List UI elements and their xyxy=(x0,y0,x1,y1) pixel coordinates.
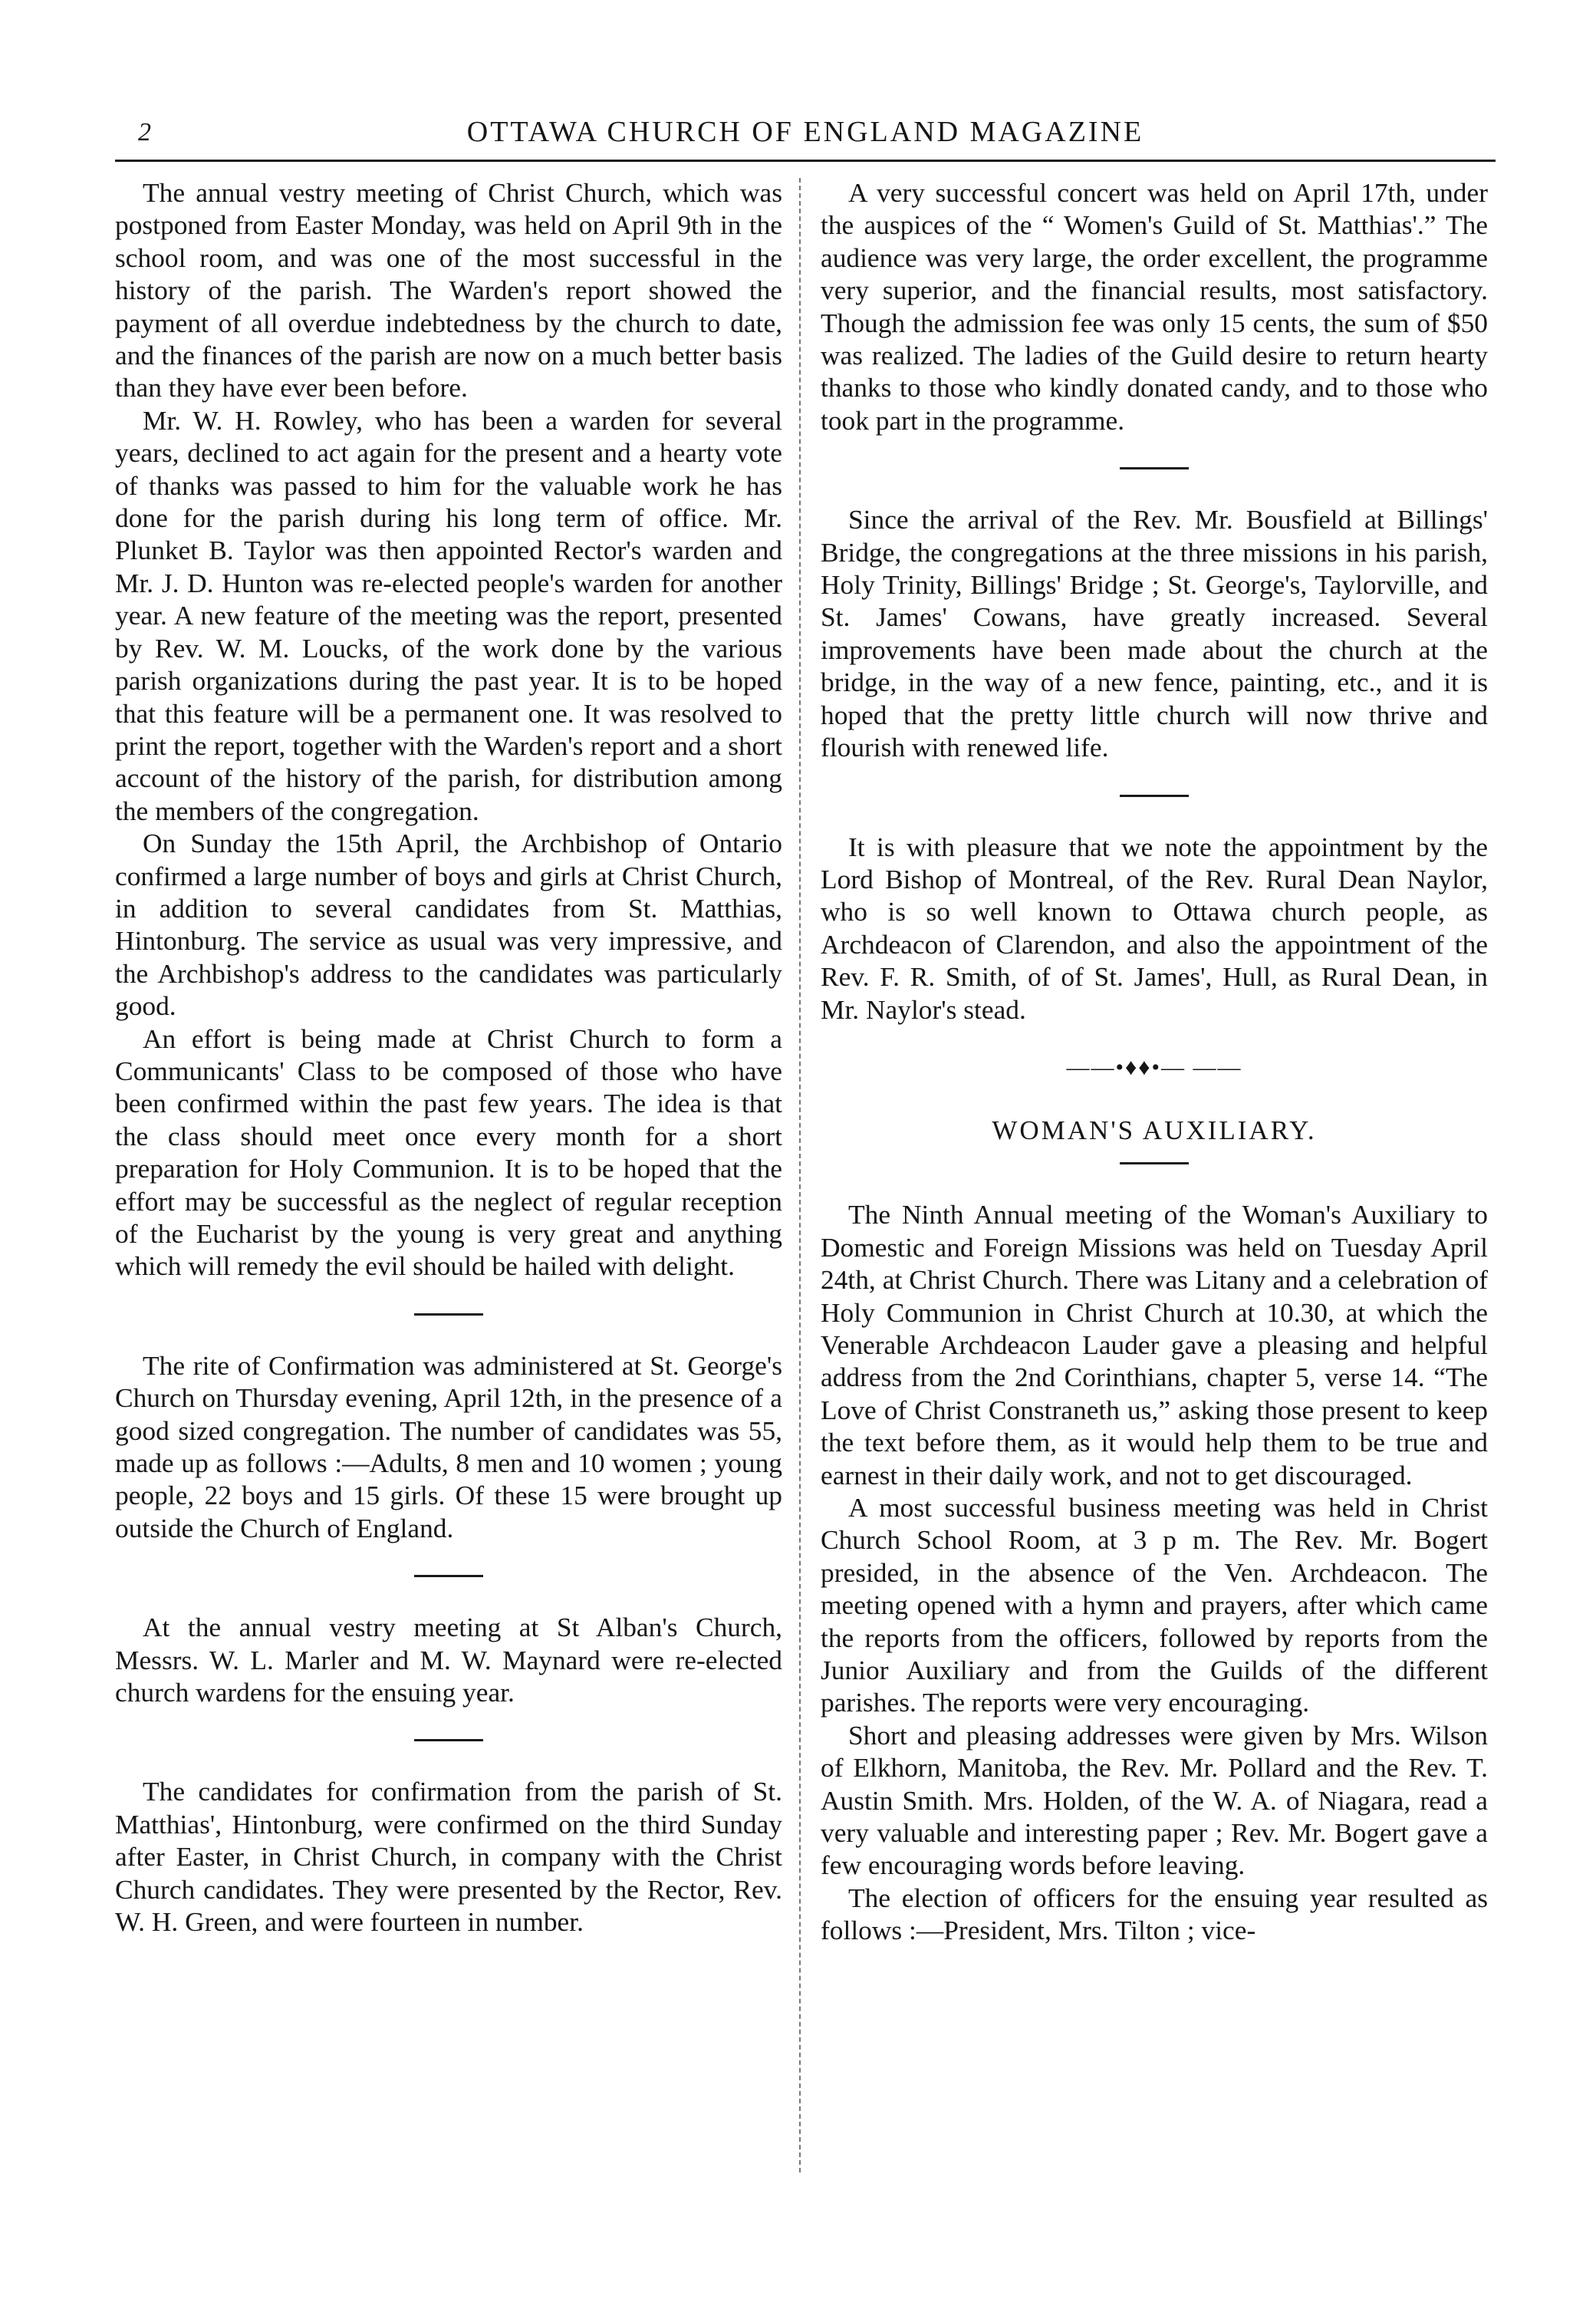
article-bousfield: Since the arrival of the Rev. Mr. Bousfield at Billings' Bridge, the congregations at the three missions in his parish, Holy Trinity, Billings' Bridge ; St. George's, Taylorville, and St. James' Cowans, have greatly increased. Several improvements have been made about the church at the bridge, in the way of a new fence, painting, etc., and it is hoped that the pretty little church will now thrive and flourish with renewed life. xyxy=(821,504,1488,763)
paragraph: The election of officers for the ensuing year resulted as follows :—President, Mrs. Tilton ; vice- xyxy=(821,1882,1488,1946)
paragraph: The annual vestry meeting of Christ Church, which was postponed from Easter Monday, was held on April 9th in the school room, and was one of the most successful in the history of the parish. The Warden's report showed the payment of all overdue indebtedness by the church to date, and the finances of the parish are now on a much better basis than they have ever been before. xyxy=(115,177,782,403)
header-rule xyxy=(115,160,1496,162)
article-concert: A very successful concert was held on April 17th, under the auspices of the “ Women's Guild of St. Matthias'.” The audience was very large, the order excellent, the programme very superior, and the financial results, most satisfactory. Though the admission fee was only 15 cents, the sum of $50 was realized. The ladies of the Guild desire to return hearty thanks to those who kindly donated candy, and to those who took part in the programme. xyxy=(821,177,1488,436)
section-separator xyxy=(1120,467,1189,469)
section-separator xyxy=(414,1575,483,1577)
paragraph: On Sunday the 15th April, the Archbishop of Ontario confirmed a large number of boys and girls at Christ Church, in addition to several candidates from St. Matthias, Hintonburg. The service as usual was very impressive, and the Archbishop's address to the candidates was particularly good. xyxy=(115,828,782,1022)
paragraph: Mr. W. H. Rowley, who has been a warden for several years, declined to act again for the present and a hearty vote of thanks was passed to him for the valuable work he has done for the parish during his long term of office. Mr. Plunket B. Taylor was then appointed Rector's warden and Mr. J. D. Hunton was re-elected people's warden for another year. A new feature of the meeting was the report, presented by Rev. W. M. Loucks, of the work done by the various parish organizations during the past year. It is to be hoped that this feature will be a permanent one. It was resolved to print the report, together with the Warden's report and a short account of the history of the parish, for distribution among the members of the congregation. xyxy=(115,404,782,826)
running-title: OTTAWA CHURCH OF ENGLAND MAGAZINE xyxy=(466,116,1144,148)
left-column xyxy=(115,176,782,1938)
article-st-georges-confirmation: The rite of Confirmation was administered at St. George's Church on Thursday evening, April 12th, in the presence of a good sized congregation. The number of candidates was 55, made up as follows :—Adults, 8 men and 10 women ; young people, 22 boys and 15 girls. Of these 15 were brought up outside the Church of England. xyxy=(115,1349,782,1543)
paragraph: A most successful business meeting was held in Christ Church School Room, at 3 p m. The Rev. Mr. Bogert presided, in the absence of the Ven. Archdeacon. The meeting opened with a hymn and prayers, after which came the reports from the officers, followed by reports from the Junior Auxiliary and from the Guilds of the different parishes. The reports were very encouraging. xyxy=(821,1492,1488,1718)
right-column xyxy=(821,176,1488,1947)
section-separator xyxy=(1120,795,1189,797)
section-separator xyxy=(414,1739,483,1741)
page-header xyxy=(115,115,1496,161)
article-christ-church-vestry xyxy=(115,176,782,1283)
ornamental-separator: ——•♦♦•— —— xyxy=(1066,1054,1242,1080)
heading-rule xyxy=(1120,1162,1189,1164)
article-appointment: It is with pleasure that we note the appointment by the Lord Bishop of Montreal, of the Rev. Rural Dean Naylor, who is so well known to Ottawa church people, as Archdeacon of Clarendon, and also the appointment of the Rev. F. R. Smith, of of St. James', Hull, as Rural Dean, in Mr. Naylor's stead. xyxy=(821,831,1488,1025)
column-divider xyxy=(799,178,801,2172)
paragraph: An effort is being made at Christ Church to form a Communicants' Class to be composed of those who have been confirmed within the past few years. The idea is that the class should meet once every month for a short preparation for Holy Communion. It is to be hoped that the effort may be successful as the neglect of regular reception of the Eucharist by the young is very great and anything which will remedy the evil should be hailed with delight. xyxy=(115,1023,782,1282)
page-number: 2 xyxy=(138,118,151,147)
article-womans-auxiliary xyxy=(821,1198,1488,1946)
article-st-albans-vestry: At the annual vestry meeting at St Alban's Church, Messrs. W. L. Marler and M. W. Maynard were re-elected church wardens for the ensuing year. xyxy=(115,1612,782,1708)
section-heading-womans-auxiliary: WOMAN'S AUXILIARY. xyxy=(992,1115,1317,1145)
article-st-matthias-candidates: The candidates for confirmation from the parish of St. Matthias', Hintonburg, were confirmed on the third Sunday after Easter, in Christ Church, in company with the Christ Church candidates. They were presented by the Rector, Rev. W. H. Green, and were fourteen in number. xyxy=(115,1776,782,1938)
paragraph: Short and pleasing addresses were given by Mrs. Wilson of Elkhorn, Manitoba, the Rev. Mr. Pollard and the Rev. T. Austin Smith. Mrs. Holden, of the W. A. of Niagara, read a very valuable and interesting paper ; Rev. Mr. Bogert gave a few encouraging words before leaving. xyxy=(821,1719,1488,1881)
section-separator xyxy=(414,1313,483,1316)
paragraph: The Ninth Annual meeting of the Woman's Auxiliary to Domestic and Foreign Missions was held on Tuesday April 24th, at Christ Church. There was Litany and a celebration of Holy Communion in Christ Church at 10.30, at which the Venerable Archdeacon Lauder gave a pleasing and helpful address from the 2nd Corinthians, chapter 5, verse 14. “The Love of Christ Constraneth us,” asking those present to keep the text before them, as it would help them to be true and earnest in their daily work, and not to get discouraged. xyxy=(821,1199,1488,1490)
